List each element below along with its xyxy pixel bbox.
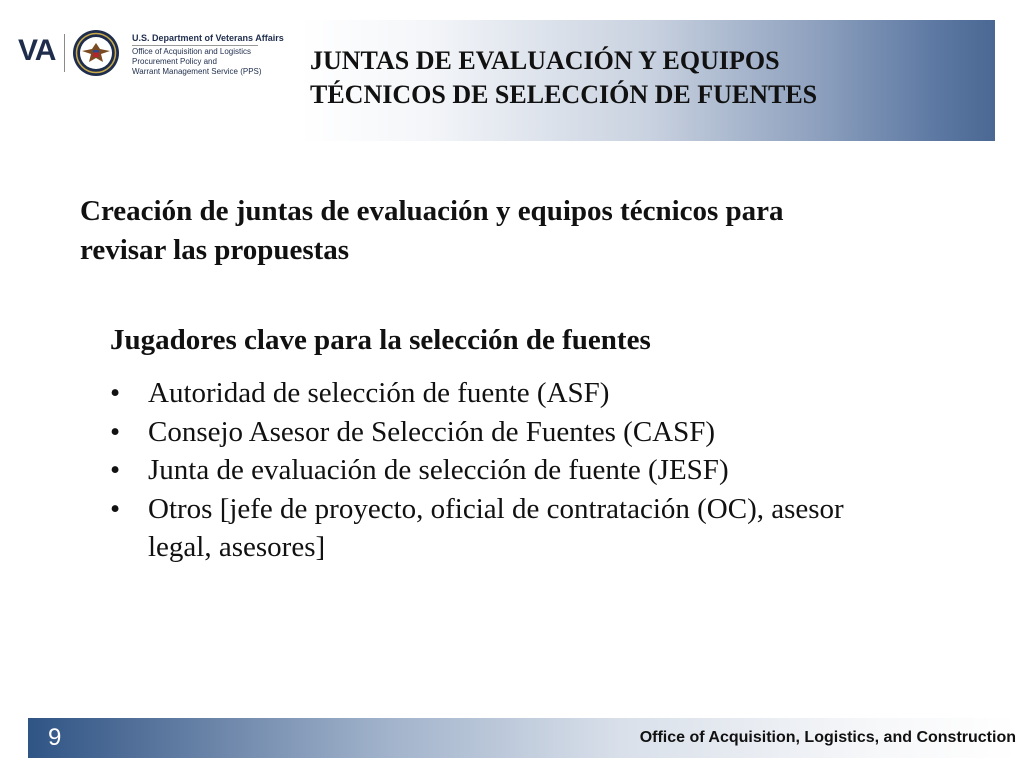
list-item-text: Consejo Asesor de Selección de Fuentes (CASF) [148,415,716,448]
slide-subtitle: Creación de juntas de evaluación y equipos técnicos para revisar las propuestas [80,195,784,266]
slide-title: JUNTAS DE EVALUACIÓN Y EQUIPOS TÉCNICOS DE SELECCIÓN DE FUENTES [310,46,818,109]
agency-name: U.S. Department of Veterans Affairs [132,33,284,43]
office-line: Office of Acquisition and Logistics [132,47,252,56]
office-line: Warrant Management Service (PPS) [132,67,262,76]
section-heading: Jugadores clave para la selección de fuentes [110,324,651,356]
bullet-mark: • [110,454,121,486]
footer-office-name: Office of Acquisition, Logistics, and Construction [639,729,1016,746]
office-line: Procurement Policy and [132,57,217,66]
logo-divider [64,34,65,72]
agency-divider [132,45,258,46]
list-item-text: Junta de evaluación de selección de fuente (JESF) [148,454,729,486]
list-item [110,374,890,413]
bullet-mark: • [110,415,121,448]
agency-block [132,32,284,77]
list-item [110,451,890,490]
list-item-text: Autoridad de selección de fuente (ASF) [148,377,610,409]
va-seal-icon [72,29,120,77]
key-players-list [110,374,890,567]
va-logo: VA [18,34,56,67]
list-item [110,490,890,567]
list-item [110,413,890,452]
list-item-text: Otros [jefe de proyecto, oficial de contratación (OC), asesor legal, asesores] [148,492,844,563]
bullet-mark: • [110,377,121,409]
page-number: 9 [48,724,62,751]
bullet-mark: • [110,492,121,525]
